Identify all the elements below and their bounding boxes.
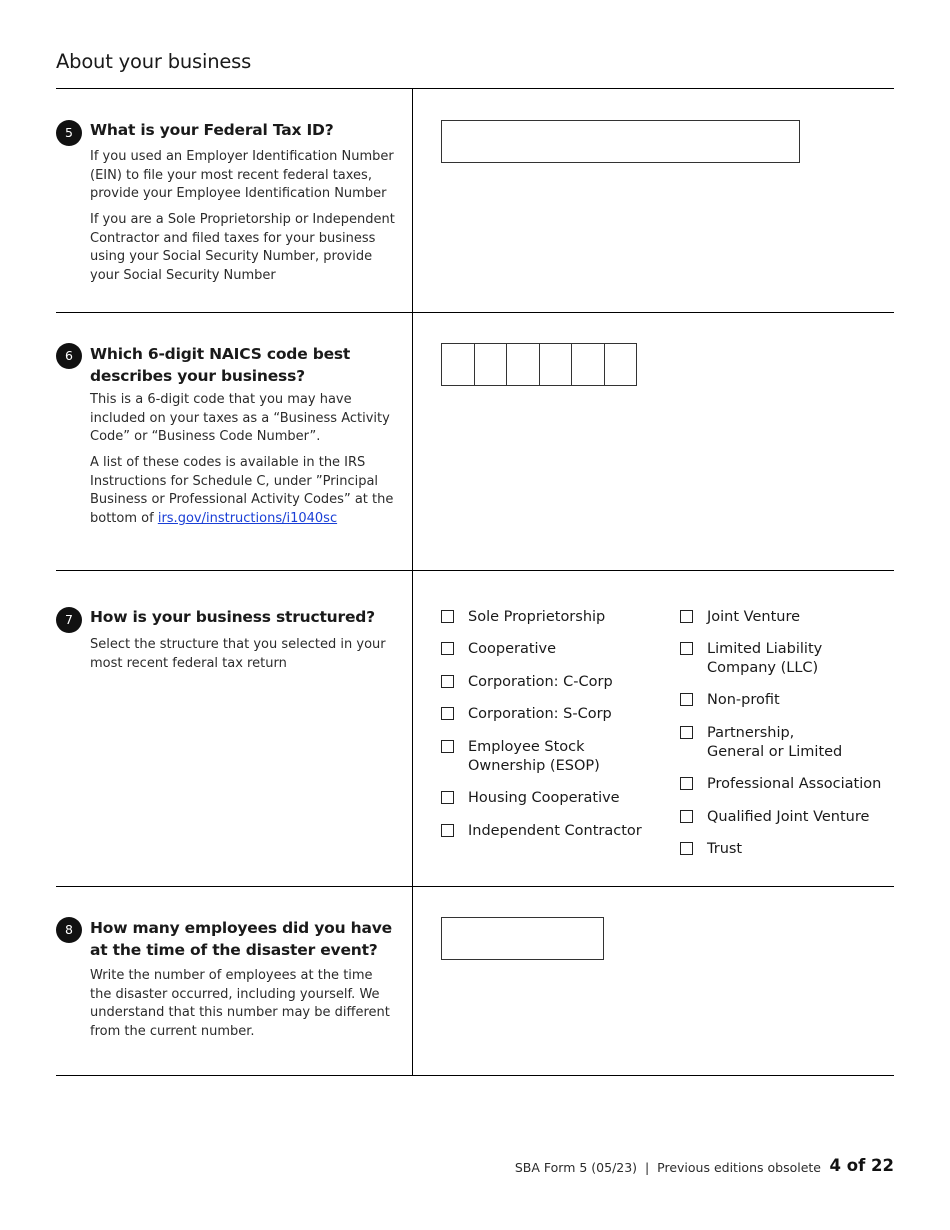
- checkbox-option-cooperative[interactable]: [441, 640, 556, 659]
- question-help-text: Select the structure that you selected in your most recent federal tax return: [90, 637, 386, 671]
- option-label: Corporation: S-Corp: [468, 706, 612, 722]
- question-number-badge: 7: [56, 607, 82, 633]
- checkbox[interactable]: [441, 791, 454, 804]
- option-label: Professional Association: [707, 776, 882, 792]
- checkbox[interactable]: [441, 642, 454, 655]
- naics-digit-box[interactable]: [441, 343, 475, 386]
- question-title: How many employees did you have at the time of the disaster event?: [90, 919, 392, 959]
- question-help-text: If you are a Sole Proprietorship or Independent Contractor and filed taxes for your business using your Social Security Number, provide your Social Security Number: [90, 212, 395, 284]
- option-label: Sole Proprietorship: [468, 609, 606, 625]
- naics-digit-box[interactable]: [539, 343, 573, 386]
- checkbox-option-c-corp[interactable]: [441, 673, 613, 692]
- question-number-badge: 6: [56, 343, 82, 369]
- question-title: How is your business structured?: [90, 608, 375, 626]
- checkbox[interactable]: [680, 842, 693, 855]
- naics-code-input: [441, 343, 637, 386]
- checkbox[interactable]: [441, 675, 454, 688]
- employee-count-input[interactable]: [441, 917, 604, 960]
- question-number-badge: 5: [56, 120, 82, 146]
- checkbox[interactable]: [441, 610, 454, 623]
- checkbox[interactable]: [680, 610, 693, 623]
- divider-bottom: [56, 1075, 894, 1076]
- option-label: Cooperative: [468, 641, 557, 657]
- checkbox[interactable]: [680, 726, 693, 739]
- checkbox-option-trust[interactable]: [680, 840, 742, 859]
- option-label: Limited Liability Company (LLC): [707, 641, 823, 676]
- checkbox-option-sole-proprietorship[interactable]: [441, 608, 605, 627]
- checkbox[interactable]: [441, 707, 454, 720]
- divider-q5-q6: [56, 312, 894, 313]
- divider-top: [56, 88, 894, 89]
- option-label: Independent Contractor: [468, 823, 642, 839]
- page-number: 4 of 22: [829, 1156, 894, 1175]
- form-info: SBA Form 5 (05/23) | Previous editions obsolete: [514, 1160, 821, 1175]
- option-label: Corporation: C-Corp: [468, 674, 613, 690]
- question-title: Which 6-digit NAICS code best describes your business?: [90, 345, 351, 385]
- column-divider: [412, 88, 413, 1075]
- checkbox[interactable]: [680, 810, 693, 823]
- question-number-badge: 8: [56, 917, 82, 943]
- checkbox[interactable]: [441, 824, 454, 837]
- checkbox-option-llc[interactable]: [680, 640, 822, 678]
- checkbox-option-housing-cooperative[interactable]: [441, 789, 620, 808]
- question-help-text: This is a 6-digit code that you may have included on your taxes as a “Business Activity Code” or “Business Code Number”.: [90, 392, 390, 445]
- checkbox-option-joint-venture[interactable]: [680, 608, 800, 627]
- checkbox-option-qualified-joint-venture[interactable]: [680, 808, 869, 827]
- option-label: Qualified Joint Venture: [707, 809, 870, 825]
- question-help-text: Write the number of employees at the time the disaster occurred, including yourself. We understand that this number may be different from the current number.: [90, 968, 390, 1040]
- checkbox-option-professional-association[interactable]: [680, 775, 881, 794]
- naics-digit-box[interactable]: [604, 343, 638, 386]
- checkbox-option-independent-contractor[interactable]: [441, 822, 642, 841]
- checkbox-option-esop[interactable]: [441, 738, 600, 776]
- checkbox-option-non-profit[interactable]: [680, 691, 780, 710]
- naics-digit-box[interactable]: [506, 343, 540, 386]
- option-label: Partnership, General or Limited: [707, 725, 843, 760]
- option-label: Employee Stock Ownership (ESOP): [468, 739, 600, 774]
- naics-digit-box[interactable]: [571, 343, 605, 386]
- irs-instructions-link[interactable]: irs.gov/instructions/i1040sc: [157, 511, 338, 527]
- checkbox-option-s-corp[interactable]: [441, 705, 612, 724]
- option-label: Non-profit: [707, 692, 780, 708]
- section-title: About your business: [56, 50, 252, 73]
- checkbox[interactable]: [680, 642, 693, 655]
- federal-tax-id-input[interactable]: [441, 120, 800, 163]
- naics-digit-box[interactable]: [474, 343, 508, 386]
- divider-q7-q8: [56, 886, 894, 887]
- question-help-text-span: A list of these codes is available in the IRS Instructions for Schedule C, under ”Principal Business or Professional Activity Codes” at the bottom of: [90, 455, 394, 527]
- checkbox[interactable]: [680, 693, 693, 706]
- question-help-text: [90, 454, 402, 529]
- checkbox[interactable]: [441, 740, 454, 753]
- option-label: Housing Cooperative: [468, 790, 620, 806]
- option-label: Joint Venture: [707, 609, 801, 625]
- checkbox[interactable]: [680, 777, 693, 790]
- checkbox-option-partnership[interactable]: [680, 724, 842, 762]
- divider-q6-q7: [56, 570, 894, 571]
- question-help-text: If you used an Employer Identification Number (EIN) to file your most recent federal taxes, provide your Employee Identification Number: [90, 149, 394, 202]
- option-label: Trust: [707, 841, 743, 857]
- question-title: What is your Federal Tax ID?: [90, 121, 334, 139]
